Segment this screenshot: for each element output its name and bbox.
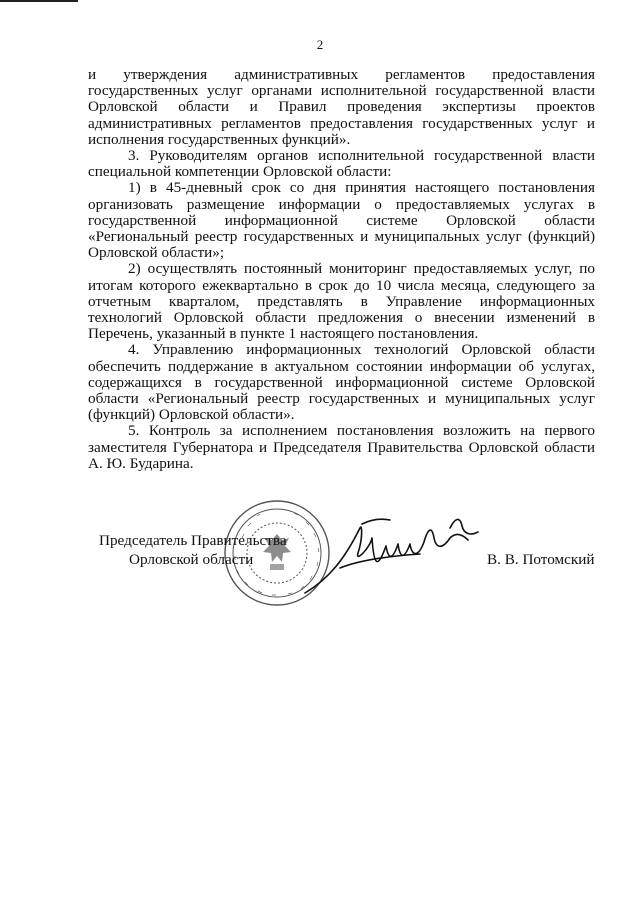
handwritten-signature-icon <box>300 498 500 608</box>
paragraph-item-4: 4. Управлению информационных технологий Орловской области обеспечить поддержание в актуальном состоянии информации об услугах, содержащихся в государственной информационной системе Орловской области «Региональный реестр государственных и муниципальных услуг (функций) Орловской области». <box>88 341 595 424</box>
signature-block <box>0 490 640 620</box>
paragraph-item-5: 5. Контроль за исполнением постановления возложить на первого заместителя Губернатора и Председателя Правительства Орловской области А. Ю. Бударина. <box>88 422 595 472</box>
paragraph-item-3-1: 1) в 45-дневный срок со дня принятия настоящего постановления организовать размещение информации о предоставляемых услугах в государственной информационной системе Орловской области «Региональный реестр государственных и муниципальных услуг (функций) Орловской области»; <box>88 179 595 262</box>
paragraph-continuation: и утверждения административных регламентов предоставления государственных услуг органами исполнительной государственной власти Орловской области и Правил проведения экспертизы проектов административных регламентов предоставления государственных услуг и исполнения государственных функций». <box>88 66 595 148</box>
paragraph-item-3: 3. Руководителям органов исполнительной государственной власти специальной компетенции Орловской области: <box>88 147 595 181</box>
scan-corner-mark <box>0 0 78 2</box>
paragraph-item-3-2: 2) осуществлять постоянный мониторинг предоставляемых услуг, по итогам которого ежеквартально в срок до 10 числа месяца, следующего за отчетным кварталом, представлять в Управление информационных технологий Орловской области предложения о внесении изменений в Перечень, указанный в пункте 1 настоящего постановления. <box>88 260 595 343</box>
signatory-title-line2: Орловской области <box>129 551 254 568</box>
page-number: 2 <box>316 37 324 52</box>
signatory-name: В. В. Потомский <box>487 551 595 568</box>
document-body <box>88 67 595 472</box>
signatory-title-line1: Председатель Правительства <box>99 532 287 549</box>
